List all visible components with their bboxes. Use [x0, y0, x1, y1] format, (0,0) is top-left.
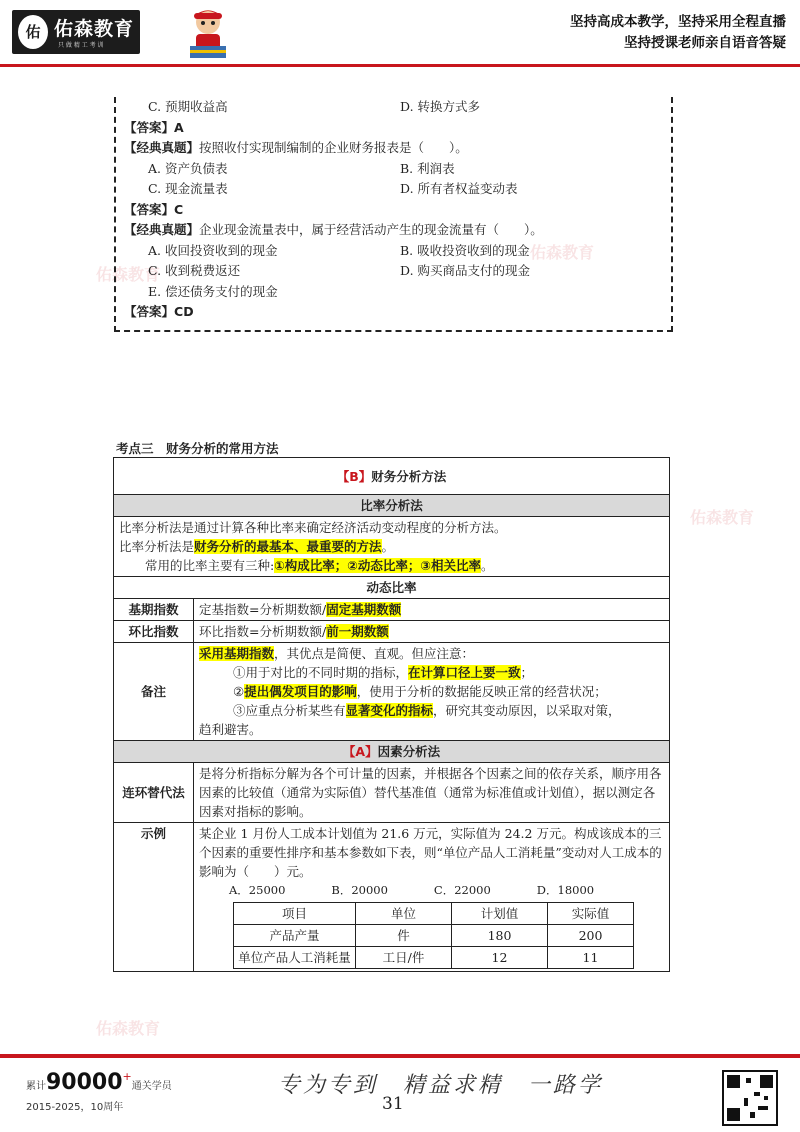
analysis-methods-table [113, 457, 670, 972]
slogan [570, 12, 786, 54]
option: D. 转换方式多 [400, 99, 481, 114]
q2-stem [116, 220, 671, 241]
example-options: A．25000 B．20000 C．22000 D．18000 [229, 883, 595, 897]
option: D. 购买商品支付的现金 [400, 263, 531, 278]
column-header: 项目 [234, 903, 356, 925]
option: C. 收到税费返还 [148, 263, 241, 278]
column-header: 实际值 [548, 903, 634, 925]
ratio-line-3: 常用的比率主要有三种:①构成比率；②动态比率；③相关比率。 [145, 558, 494, 573]
row-label: 示例 [114, 823, 194, 972]
slogan-line-1: 坚持高成本教学，坚持采用全程直播 [570, 14, 786, 30]
option: C. 预期收益高 [148, 99, 228, 114]
table-row [114, 643, 670, 741]
q1-answer [116, 200, 671, 221]
table-row [114, 621, 670, 643]
q0-answer [116, 118, 671, 139]
table-cell: 单位产品人工消耗量 [234, 947, 356, 969]
watermark-logo: 佑森教育 [96, 265, 161, 284]
anniversary-years: 2015-2025，10周年 [26, 1102, 124, 1113]
ratio-description [114, 517, 670, 577]
q1-stem [116, 138, 671, 159]
answer-value: A [174, 119, 184, 135]
table-cell: 180 [452, 925, 548, 947]
question-text: 按照收付实现制编制的企业财务报表是（ ）。 [199, 140, 468, 155]
watermark-logo: 佑森教育 [690, 508, 755, 527]
row-label: 环比指数 [114, 621, 194, 643]
student-count: 累计90000+通关学员 [26, 1070, 172, 1095]
option: E. 偿还债务支付的现金 [148, 283, 278, 299]
table-cell: 200 [548, 925, 634, 947]
table-cell: 件 [356, 925, 452, 947]
option: A. 收回投资收到的现金 [148, 242, 278, 258]
watermark-logo: 佑森教育 [530, 243, 595, 262]
question-text: 企业现金流量表中，属于经营活动产生的现金流量有（ ）。 [199, 222, 543, 237]
section-title: 考点三 财务分析的常用方法 [116, 441, 279, 456]
answer-label: 【答案】 [124, 304, 175, 319]
table-row [114, 763, 670, 823]
row-label: 备注 [114, 643, 194, 741]
level-badge: 【A】 [342, 744, 378, 759]
page-number: 31 [382, 1094, 404, 1114]
column-header: 计划值 [452, 903, 548, 925]
option: B. 吸收投资收到的现金 [400, 242, 530, 258]
q2-options-e [116, 282, 671, 303]
factor-header: 【A】因素分析法 [114, 741, 670, 763]
option: B. 利润表 [400, 160, 455, 176]
page-header [0, 0, 800, 66]
answer-value: C [174, 201, 184, 217]
option: A. 资产负债表 [148, 160, 228, 176]
table-cell: 12 [452, 947, 548, 969]
question-tag: 【经典真题】 [124, 222, 200, 237]
table-row [114, 599, 670, 621]
row-content: 是将分析指标分解为各个可计量的因素，并根据各个因素之间的依存关系，顺序用各因素的比较值（通常为实际值）替代基准值（通常为标准值或计划值），据以测定各因素对指标的影响。 [194, 763, 670, 823]
ratio-line-2: 比率分析法是财务分析的最基本、最重要的方法。 [119, 539, 395, 554]
level-badge: 【B】 [336, 468, 372, 484]
table-row [234, 947, 634, 969]
example-text: 某企业 1 月份人工成本计划值为 21.6 万元，实际值为 24.2 万元。构成该成本的三个因素的重要性排序和基本参数如下表，则“单位产品人工消耗量”变动对人工成本的影响为（ ）元。 [199, 826, 662, 879]
table-title-text: 财务分析方法 [371, 468, 447, 484]
note-content: 采用基期指数，其优点是简便、直观。但应注意： ①用于对比的不同时期的指标，在计算口径上要一致； ②提出偶发项目的影响，使用于分析的数据能反映正常的经营状况； ③应重点分析某些有显著变化的指标，研究其变动原因，以采取对策， 趋利避害。 [194, 643, 670, 741]
row-label: 连环替代法 [114, 763, 194, 823]
answer-label: 【答案】 [124, 119, 175, 135]
question-tag: 【经典真题】 [124, 140, 200, 155]
table-title [114, 458, 670, 495]
question-box [114, 97, 673, 332]
example-content [194, 823, 670, 972]
row-content: 定基指数=分析期数额/固定基期数额 [194, 599, 670, 621]
mascot-icon [180, 6, 236, 62]
q2-options-cd [116, 261, 671, 282]
row-content: 环比指数=分析期数额/前一期数额 [194, 621, 670, 643]
table-cell: 产品产量 [234, 925, 356, 947]
example-data-table [233, 902, 634, 969]
row-label: 基期指数 [114, 599, 194, 621]
table-row [114, 823, 670, 972]
ratio-line-1: 比率分析法是通过计算各种比率来确定经济活动变动程度的分析方法。 [119, 520, 507, 535]
watermark-logo: 佑森教育 [96, 1019, 161, 1038]
answer-label: 【答案】 [124, 201, 175, 217]
table-cell: 工日/件 [356, 947, 452, 969]
option: D. 所有者权益变动表 [400, 181, 518, 196]
q2-answer [116, 302, 671, 323]
table-row [234, 925, 634, 947]
table-cell: 11 [548, 947, 634, 969]
header-divider [0, 64, 800, 67]
dynamic-ratio-header: 动态比率 [114, 577, 670, 599]
ratio-header: 比率分析法 [114, 495, 670, 517]
handwritten-motto: 专为专到 精益求精 一路学 [278, 1073, 604, 1098]
q0-options-cd [116, 97, 671, 118]
column-header: 单位 [356, 903, 452, 925]
brand-logo [12, 10, 140, 54]
q1-options-cd [116, 179, 671, 200]
qr-code-icon [722, 1070, 778, 1126]
q2-options-ab [116, 241, 671, 262]
logo-mark: 佑 [18, 15, 48, 49]
logo-tagline: 只 做 精 工 考 训 [58, 42, 104, 49]
slogan-line-2: 坚持授课老师亲自语音答疑 [624, 35, 786, 51]
option: C. 现金流量表 [148, 181, 228, 196]
footer-divider [0, 1054, 800, 1058]
answer-value: CD [174, 304, 194, 319]
logo-name: 佑森教育 [54, 18, 135, 40]
q1-options-ab [116, 159, 671, 180]
